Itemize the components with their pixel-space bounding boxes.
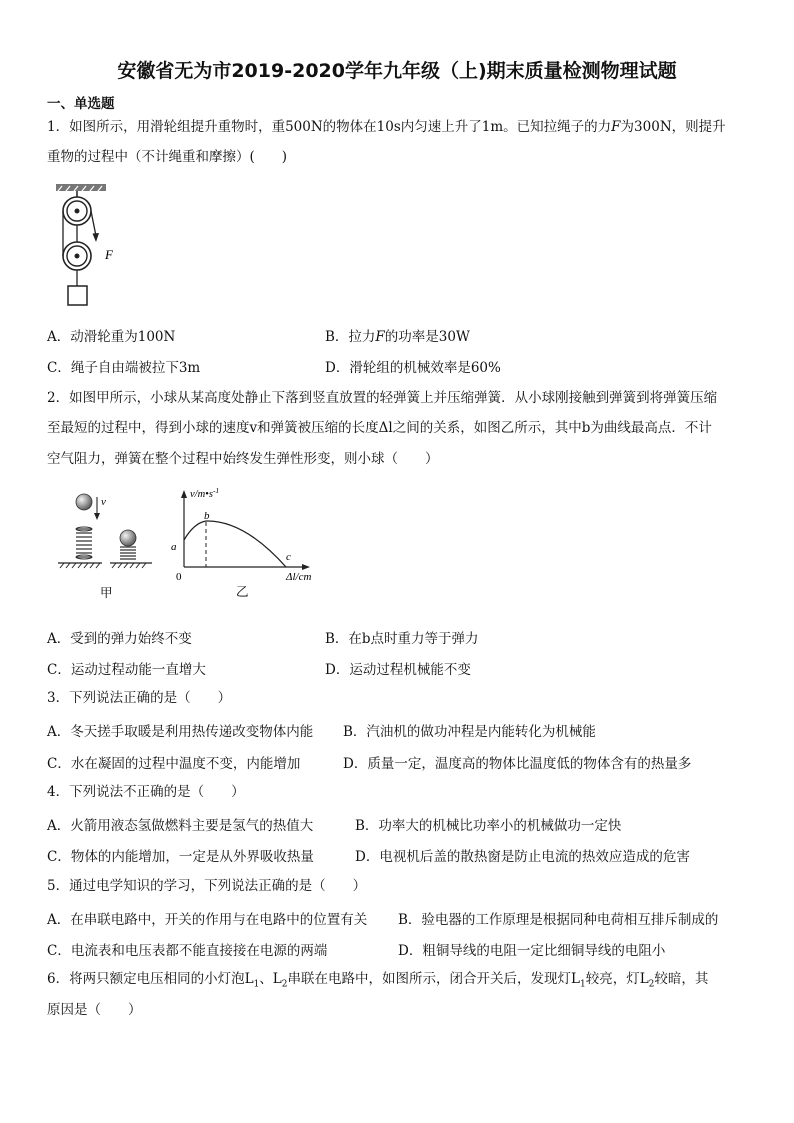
x-axis-label: Δl/cm [286,571,312,583]
q6-text-2: 、L [259,971,282,987]
page-title: 安徽省无为市2019-2020学年九年级（上)期末质量检测物理试题 [117,60,677,82]
figure-yi-caption: 乙 [236,585,249,599]
q1-option-b-prefix: B．拉力 [325,329,376,345]
q6-sub-3: 1 [579,979,586,990]
q2-option-b: B．在b点时重力等于弹力 [325,631,479,647]
q1-option-a: A．动滑轮重为100N [47,329,176,345]
q1-option-c: C．绳子自由端被拉下3m [47,360,201,376]
q4-option-a: A．火箭用液态氢做燃料主要是氢气的热值大 [47,818,314,834]
origin-label: 0 [176,571,182,583]
resting-ball [120,530,136,546]
q6-sub-2: 2 [281,979,288,990]
velocity-arrow [94,513,100,520]
q2-option-c: C．运动过程动能一直增大 [47,662,206,678]
q6-text-5: 较暗，其 [654,971,709,987]
q4-stem: 4．下列说法不正确的是（ ） [47,784,245,800]
q1-option-d: D．滑轮组的机械效率是60% [325,360,501,376]
q3-option-c: C．水在凝固的过程中温度不变，内能增加 [47,756,301,772]
q4-option-b: B．功率大的机械比功率小的机械做功一定快 [355,818,622,834]
weight-block [68,286,87,305]
section-heading: 一、单选题 [47,96,115,112]
point-b-label: b [204,510,210,522]
q3-stem: 3．下列说法正确的是（ ） [47,690,232,706]
q3-option-d: D．质量一定，温度高的物体比温度低的物体含有的热量多 [343,756,692,772]
q5-option-b: B．验电器的工作原理是根据同种电荷相互排斥制成的 [398,912,719,928]
q6-sub-4: 2 [648,979,655,990]
velocity-label: v [101,496,106,508]
q6-text-3: 串联在电路中，如图所示，闭合开关后，发现灯L [287,971,580,987]
velocity-graph [166,484,328,604]
q4-option-d: D．电视机后盖的散热窗是防止电流的热效应造成的危害 [355,849,690,865]
q1-stem-line2: 重物的过程中（不计绳重和摩擦）( ) [47,149,288,165]
q1-stem-text: 1．如图所示，用滑轮组提升重物时，重500N的物体在10s内匀速上升了1m。已知拉绳子的力 [47,119,612,135]
spring-figure [52,485,162,603]
spring-compressed [120,547,136,559]
falling-ball [76,494,92,510]
y-axis-exponent: -1 [212,486,220,495]
force-label: F [105,247,113,262]
q5-option-d: D．粗铜导线的电阻一定比细铜导线的电阻小 [398,943,666,959]
q6-stem-line2: 原因是（ ） [47,1002,142,1018]
q2-stem-line3: 空气阻力，弹簧在整个过程中始终发生弹性形变，则小球（ ） [47,451,439,467]
figure-jia-caption: 甲 [100,586,113,600]
q1-option-b-suffix: 的功率是30W [384,329,470,345]
y-axis-unit: v/m•s [190,489,213,500]
q1-option-b-symbol: F [375,329,385,345]
force-arrow [93,233,100,242]
q6-text-1: 6．将两只额定电压相同的小灯泡L [47,971,254,987]
q5-option-a: A．在串联电路中，开关的作用与在电路中的位置有关 [47,912,368,928]
q2-stem-line2: 至最短的过程中，得到小球的速度v和弹簧被压缩的长度Δl之间的关系，如图乙所示，其中b为曲线最高点．不计 [47,420,712,436]
q2-stem-line1: 2．如图甲所示，小球从某高度处静止下落到竖直放置的轻弹簧上并压缩弹簧．从小球刚接触到弹簧到将弹簧压缩 [47,390,718,406]
q3-option-a: A．冬天搓手取暖是利用热传递改变物体内能 [47,724,314,740]
q6-sub-1: 1 [253,979,260,990]
q5-stem: 5．通过电学知识的学习，下列说法正确的是（ ） [47,878,367,894]
point-a-label: a [171,541,177,553]
q3-option-b: B．汽油机的做功冲程是内能转化为机械能 [343,724,596,740]
point-c-label: c [286,551,291,563]
q1-stem-text-b: 为300N，则提升 [620,119,726,135]
q6-stem-line1 [47,969,708,995]
q1-force-symbol: F [611,119,621,135]
spring-free [76,529,92,557]
q1-option-b [325,325,470,345]
q2-option-a: A．受到的弹力始终不变 [47,631,192,647]
q1-stem-line1 [47,117,726,137]
y-axis-label [190,486,219,500]
q6-text-4: 较亮，灯L [585,971,649,987]
q2-option-d: D．运动过程机械能不变 [325,662,471,678]
q4-option-c: C．物体的内能增加，一定是从外界吸收热量 [47,849,314,865]
q5-option-c: C．电流表和电压表都不能直接接在电源的两端 [47,943,328,959]
velocity-curve [184,521,286,567]
pulley-figure [52,184,132,309]
